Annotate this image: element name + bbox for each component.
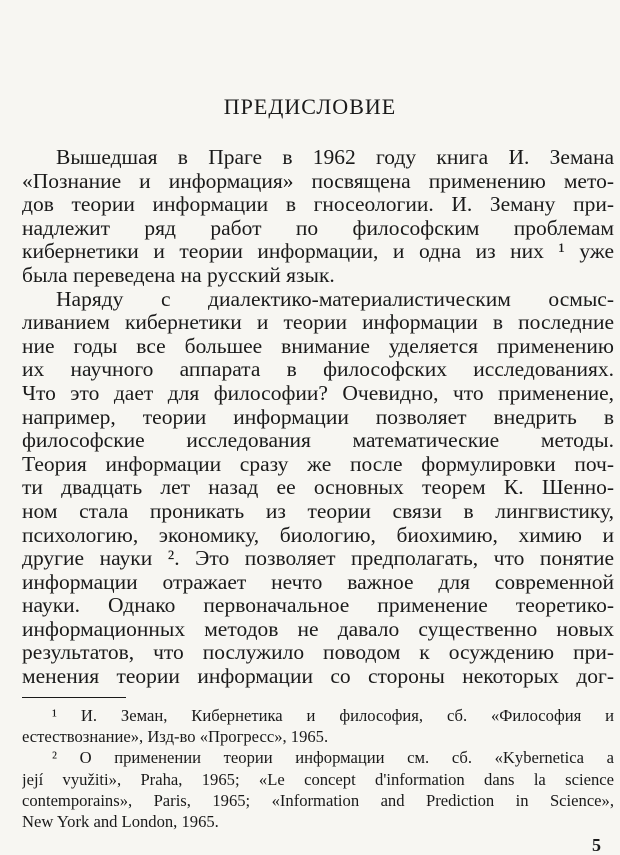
- body-text: [22, 146, 614, 689]
- footnote-line: její využiti», Praha, 1965; «Le concept d'information dans la science: [22, 769, 614, 789]
- body-line: ливанием кибернетики и теории информации в последние: [22, 311, 614, 335]
- page-title: ПРЕДИСЛОВИЕ: [223, 94, 397, 119]
- body-line: Вышедшая в Праге в 1962 году книга И. Земана: [56, 146, 614, 169]
- body-line: ние годы все большее внимание уделяется применению: [22, 334, 614, 358]
- body-line: Что это дает для философии? Очевидно, что применение,: [22, 381, 614, 405]
- body-line: Теория информации сразу же после формулировки поч-: [22, 452, 614, 476]
- body-line: другие науки ². Это позволяет предполагать, что понятие: [22, 547, 614, 571]
- footnote-line: New York and London, 1965.: [22, 811, 219, 831]
- footnotes: [22, 705, 614, 832]
- body-line: психологию, экономику, биологию, биохимию, химию и: [22, 523, 614, 547]
- body-line: информации отражает нечто важное для современной: [22, 570, 614, 594]
- footnote-line: естествознание», Изд-во «Прогресс», 1965.: [22, 727, 329, 747]
- footnote-rule: [22, 697, 126, 698]
- body-line: кибернетики и теории информации, и одна из них ¹ уже: [22, 240, 614, 264]
- body-line: например, теории информации позволяет внедрить в: [22, 405, 614, 429]
- body-line: была переведена на русский язык.: [22, 263, 335, 287]
- body-line: менения теории информации со стороны некоторых дог-: [22, 665, 614, 689]
- footnote-line: ¹ И. Земан, Кибернетика и философия, сб. «Философия и: [52, 706, 614, 725]
- body-line: их научного аппарата в философских исследованиях.: [22, 358, 614, 382]
- body-line: ти двадцать лет назад ее основных теорем К. Шенно-: [22, 476, 614, 500]
- body-line: результатов, что послужило поводом к осуждению при-: [22, 641, 614, 665]
- body-line: Наряду с диалектико-материалистическим осмыс-: [56, 287, 614, 311]
- body-line: дов теории информации в гносеологии. И. Земану при-: [22, 193, 614, 217]
- body-line: философские исследования математические методы.: [22, 429, 614, 453]
- footnote-line: contemporains», Paris, 1965; «Information and Prediction in Science»,: [22, 790, 614, 810]
- body-line: надлежит ряд работ по философским проблемам: [22, 216, 614, 240]
- body-line: «Познание и информация» посвящена применению мето-: [22, 169, 614, 193]
- footnote-line: ² О применении теории информации см. сб. «Kybernetica a: [52, 748, 614, 768]
- page-number: 5: [592, 835, 601, 855]
- body-line: информационных методов не давало существенно новых: [22, 617, 614, 641]
- body-line: науки. Однако первоначальное применение теоретико-: [22, 594, 614, 618]
- body-line: ном стала проникать из теории связи в лингвистику,: [22, 499, 614, 523]
